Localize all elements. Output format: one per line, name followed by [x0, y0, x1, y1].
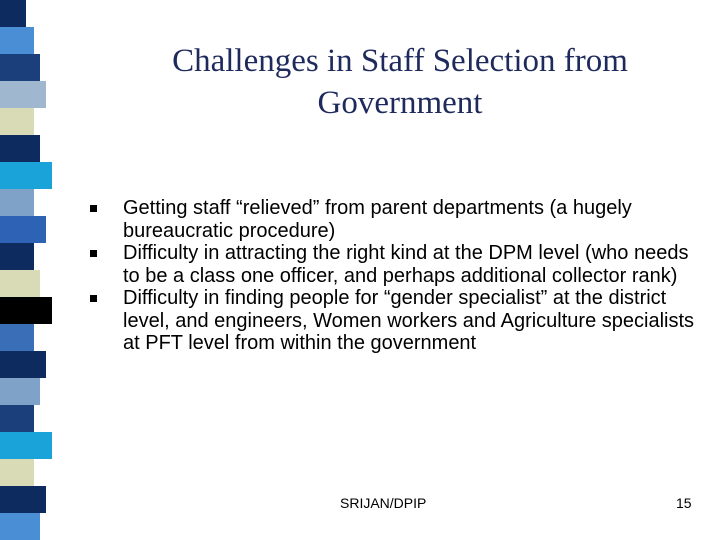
- footer-text: SRIJAN/DPIP: [340, 495, 427, 511]
- slide-title: Challenges in Staff Selection from Government: [172, 43, 628, 121]
- square-bullet-icon: [90, 295, 97, 302]
- square-bullet-icon: [90, 205, 97, 212]
- slide-number: 15: [676, 495, 692, 511]
- square-bullet-icon: [90, 250, 97, 257]
- bullet-list: [90, 197, 700, 355]
- decorative-side-stripe: [0, 0, 64, 540]
- bullet-item: [90, 197, 700, 242]
- bullet-item: [90, 242, 700, 287]
- bullet-text: Getting staff “relieved” from parent departments (a hugely bureaucratic procedure): [123, 197, 632, 242]
- bullet-text: Difficulty in attracting the right kind at the DPM level (who needs to be a class one officer, and perhaps additional collector rank): [123, 242, 689, 287]
- bullet-text: Difficulty in finding people for “gender specialist” at the district level, and engineers, Women workers and Agriculture specialists at PFT level from within the government: [123, 287, 695, 354]
- bullet-item: [90, 287, 700, 355]
